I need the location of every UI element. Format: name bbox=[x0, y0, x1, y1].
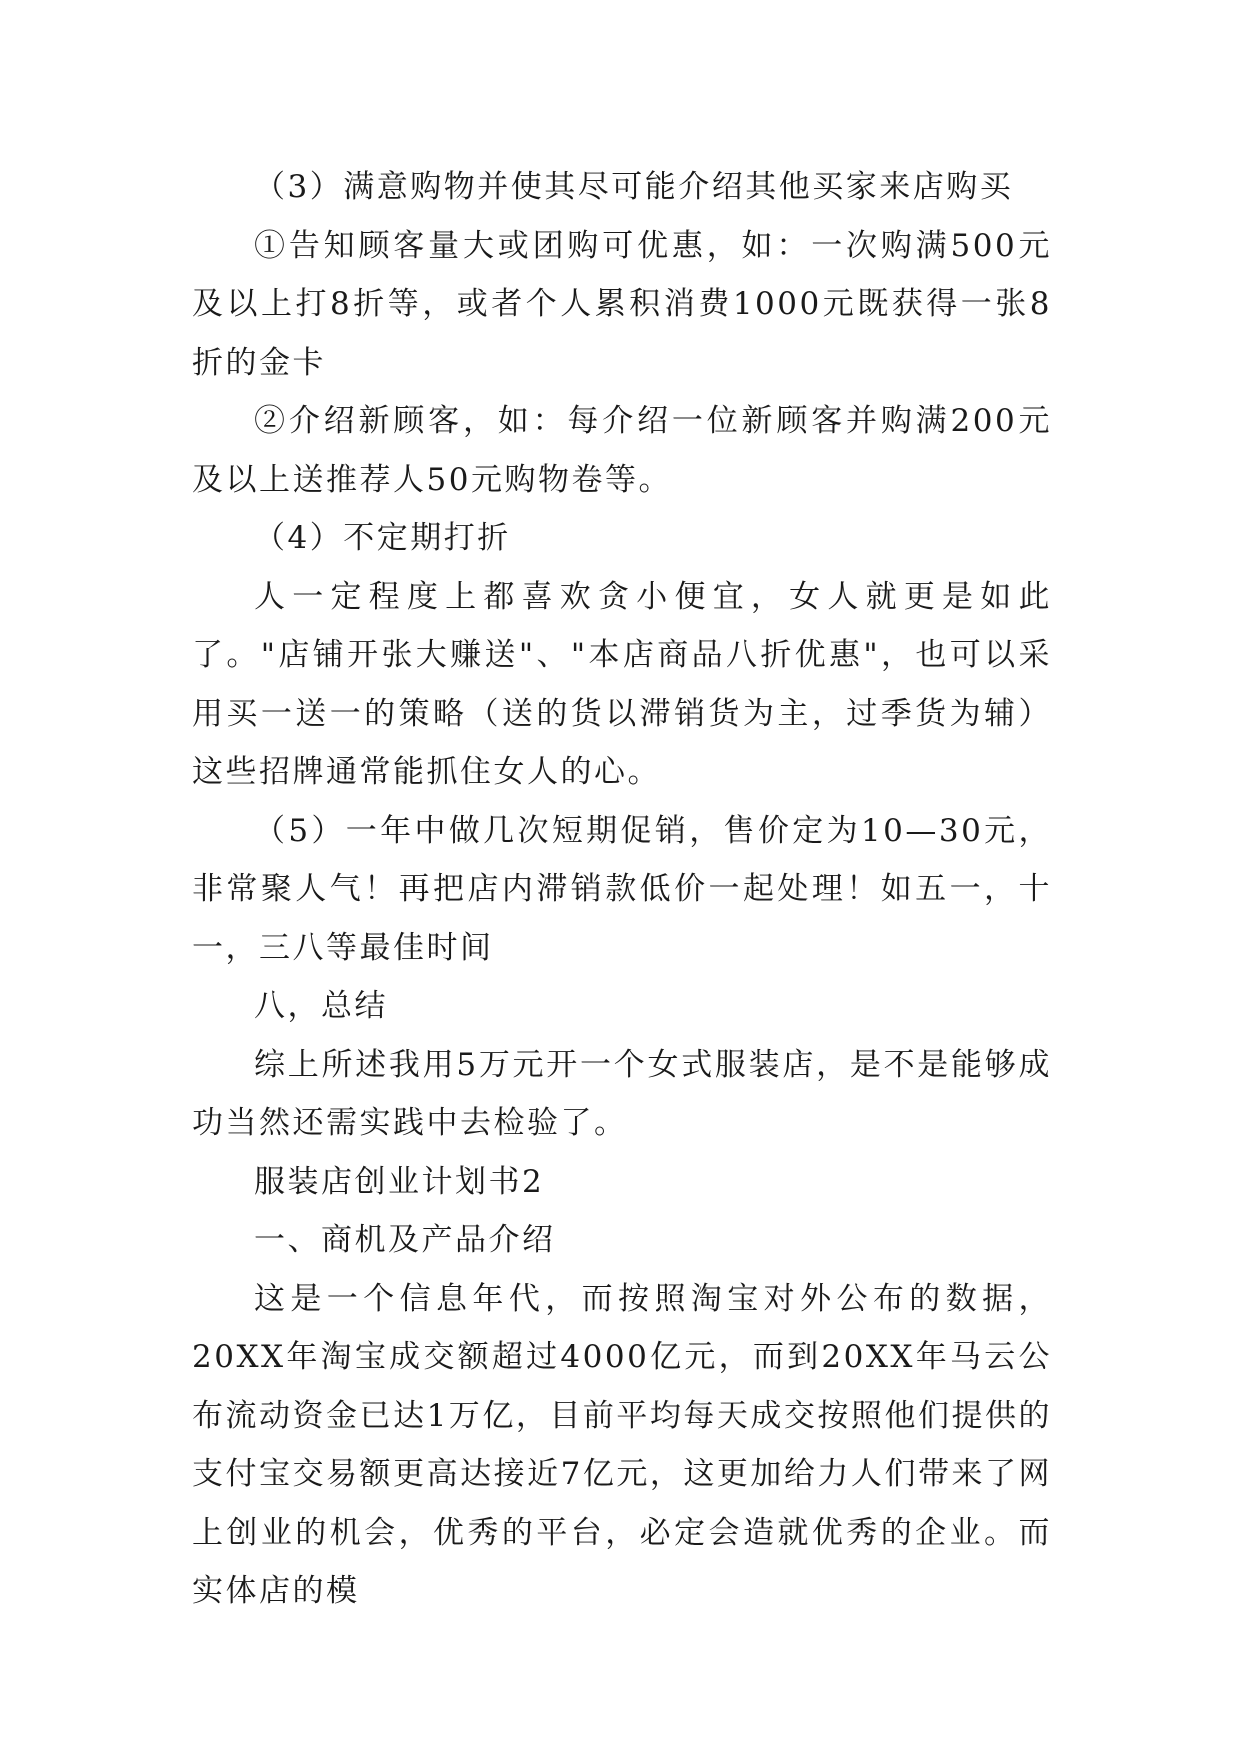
paragraph-bargain-psychology: 人一定程度上都喜欢贪小便宜，女人就更是如此了。"店铺开张大赚送"、"本店商品八折优惠"，也可以采用买一送一的策略（送的货以滞销货为主，过季货为辅）这些招牌通常能抓住女人的心。 bbox=[192, 578, 1052, 790]
paragraph-referral-reward: ②介绍新顾客，如：每介绍一位新顾客并购满200元及以上送推荐人50元购物卷等。 bbox=[192, 403, 1052, 498]
section-heading-opportunity: 一、商机及产品介绍 bbox=[254, 1222, 556, 1258]
paragraph-bulk-discount: ①告知顾客量大或团购可优惠，如：一次购满500元及以上打8折等，或者个人累积消费1000元既获得一张8折的金卡 bbox=[192, 227, 1052, 381]
document-body bbox=[192, 158, 1052, 1621]
paragraph-short-promotions: （5）一年中做几次短期促销，售价定为10—30元，非常聚人气！再把店内滞销款低价一起处理！如五一，十一，三八等最佳时间 bbox=[192, 812, 1052, 966]
paragraph-irregular-discount: （4）不定期打折 bbox=[254, 520, 511, 556]
section-heading-summary: 八，总结 bbox=[254, 988, 388, 1024]
paragraph-summary: 综上所述我用5万元开一个女式服装店，是不是能够成功当然还需实践中去检验了。 bbox=[192, 1046, 1052, 1141]
paragraph-opportunity: 这是一个信息年代，而按照淘宝对外公布的数据，20XX年淘宝成交额超过4000亿元，而到20XX年马云公布流动资金已达1万亿，目前平均每天成交按照他们提供的支付宝交易额更高达接近7亿元，这更加给力人们带来了网上创业的机会，优秀的平台，必定会造就优秀的企业。而实体店的模 bbox=[192, 1280, 1052, 1609]
document-title-plan-2: 服装店创业计划书2 bbox=[254, 1163, 545, 1200]
paragraph-satisfied-shopping: （3）满意购物并使其尽可能介绍其他买家来店购买 bbox=[254, 169, 1014, 205]
